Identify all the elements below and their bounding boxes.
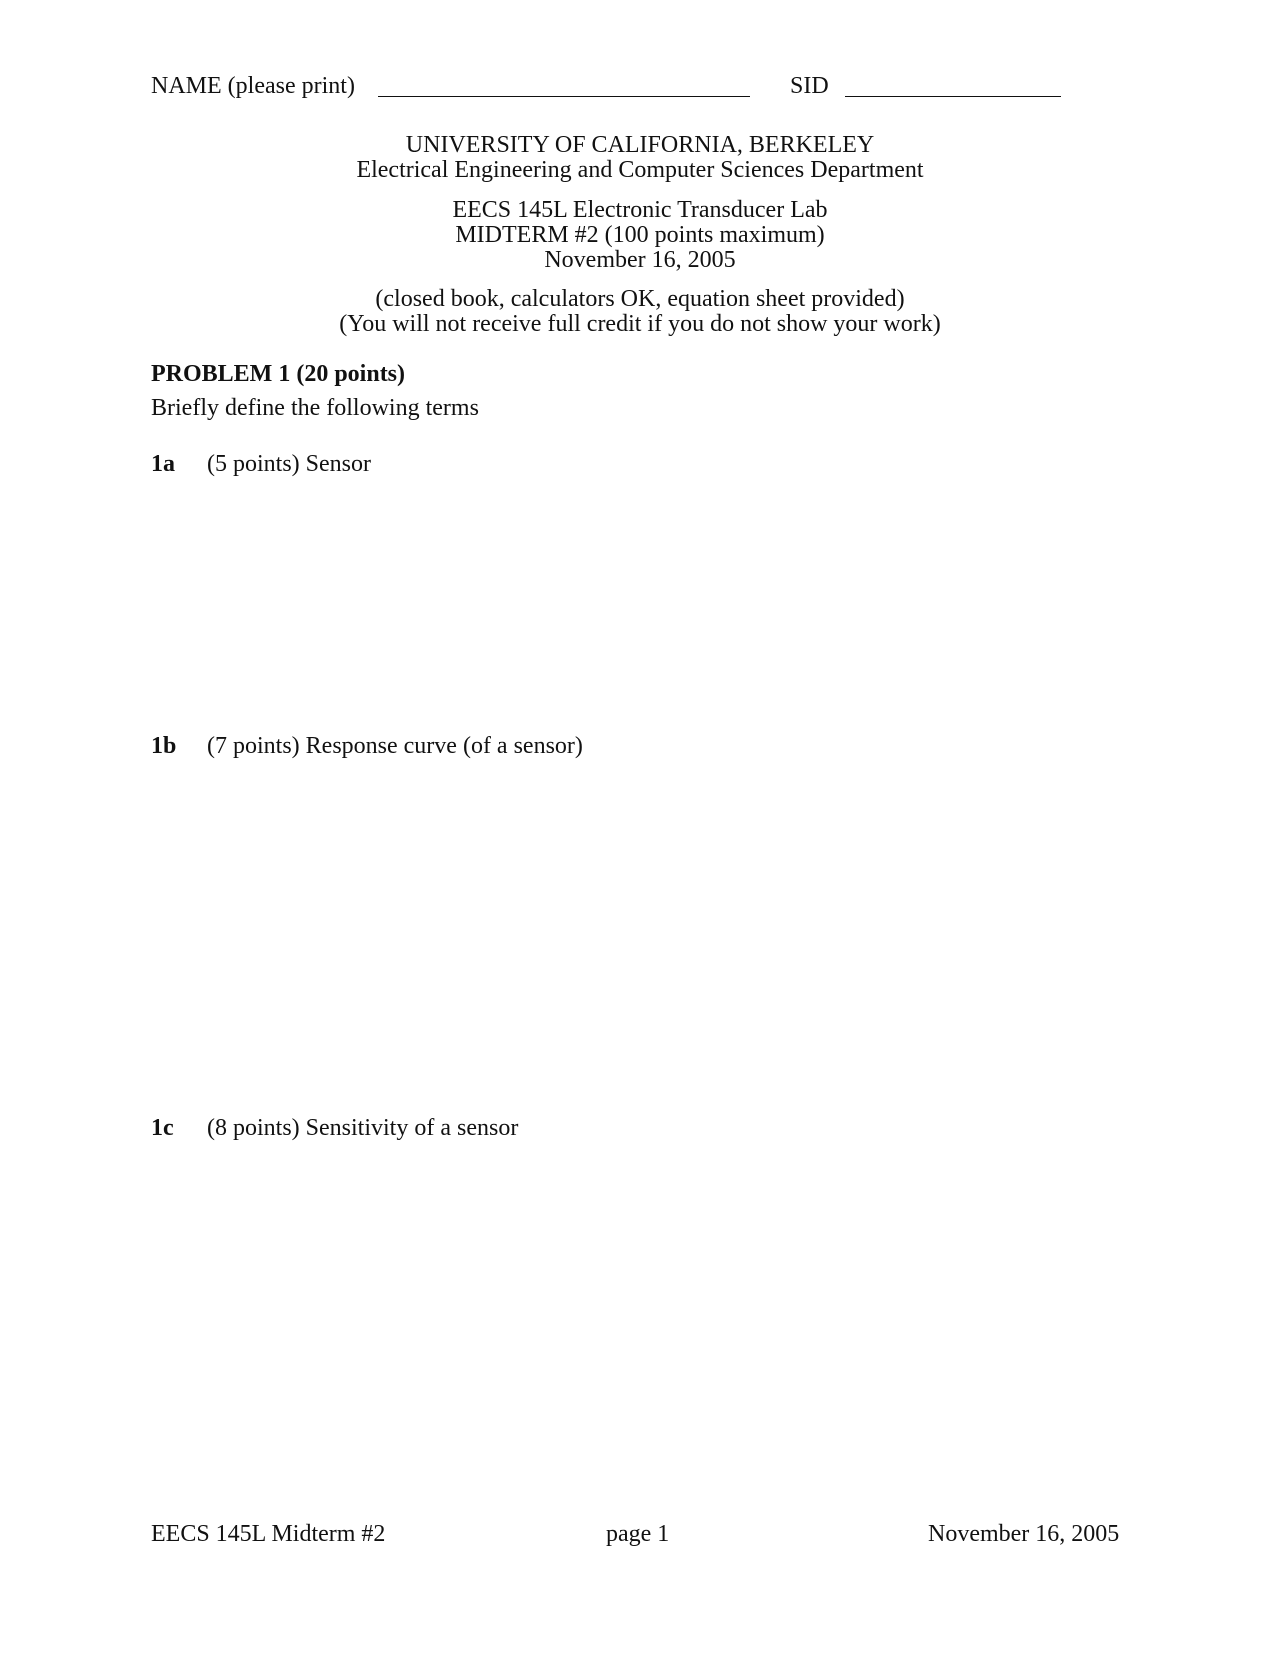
instructions-line-2: (You will not receive full credit if you do not show your work) bbox=[339, 311, 941, 337]
exam-title: MIDTERM #2 (100 points maximum) bbox=[455, 222, 825, 248]
part-1a-text: (5 points) Sensor bbox=[207, 451, 371, 477]
part-1c-label: 1c bbox=[151, 1115, 174, 1141]
footer-course: EECS 145L Midterm #2 bbox=[151, 1521, 386, 1547]
part-1c-text: (8 points) Sensitivity of a sensor bbox=[207, 1115, 519, 1141]
university-name: UNIVERSITY OF CALIFORNIA, BERKELEY bbox=[405, 132, 875, 158]
sid-field-line[interactable] bbox=[845, 96, 1061, 97]
part-1b-label: 1b bbox=[151, 733, 177, 759]
instructions-line-1: (closed book, calculators OK, equation sheet provided) bbox=[375, 286, 905, 312]
footer-page-number: page 1 bbox=[606, 1521, 670, 1547]
title-block bbox=[0, 133, 1280, 183]
name-field-line[interactable] bbox=[378, 96, 750, 97]
part-1a-label: 1a bbox=[151, 451, 175, 477]
exam-date: November 16, 2005 bbox=[544, 247, 736, 273]
name-label: NAME (please print) bbox=[151, 73, 355, 99]
sid-label: SID bbox=[790, 73, 829, 99]
department-name: Electrical Engineering and Computer Sciences Department bbox=[356, 157, 924, 183]
part-1b-text: (7 points) Response curve (of a sensor) bbox=[207, 733, 583, 759]
course-title: EECS 145L Electronic Transducer Lab bbox=[452, 197, 828, 223]
footer-date: November 16, 2005 bbox=[928, 1521, 1120, 1547]
exam-instructions bbox=[0, 287, 1280, 337]
problem-1-intro: Briefly define the following terms bbox=[151, 395, 479, 421]
problem-1-heading: PROBLEM 1 (20 points) bbox=[151, 361, 406, 387]
exam-info bbox=[0, 198, 1280, 273]
